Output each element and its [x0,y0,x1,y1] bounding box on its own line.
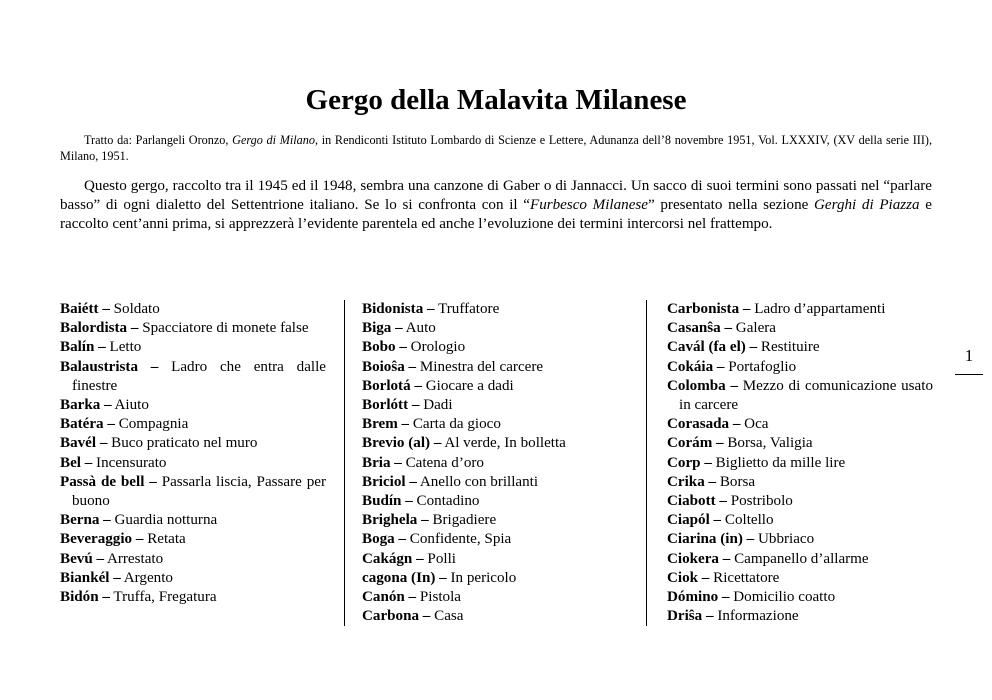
glossary-entry [60,588,326,607]
glossary-definition: Soldato [109,301,160,317]
glossary-definition: Confidente, Spia [406,531,512,548]
glossary-term: Cavál (fa el) – [667,339,758,356]
source-suffix: , in Rendiconti Istituto Lombardo di Scienze e Lettere, Adunanza dell’8 novembre 1951, Vol. LXXXIV, (XV della serie III), Milano, 1951. [60,133,933,163]
glossary-definition: Restituire [757,339,820,356]
glossary-term: Ciok – [667,569,710,586]
document-title: Gergo della Malavita Milanese [305,84,687,116]
glossary-entry [667,434,933,453]
glossary-entry [362,492,628,511]
glossary-entry [362,511,628,530]
glossary-definition: Passarla liscia, Passare per buono [72,473,326,510]
glossary-entry [362,300,628,319]
glossary-definition: Polli [423,550,456,567]
glossary-entry [362,319,628,338]
glossary-entry [60,434,326,453]
glossary-definition: Coltello [721,512,774,529]
glossary-definition: Orologio [406,339,466,356]
page-number-rule [955,374,983,375]
glossary-entry [667,358,933,377]
glossary-entry [60,454,326,473]
glossary-term: Boga – [362,531,407,548]
glossary-term: Cokáia – [667,358,725,375]
glossary-term: Bria – [362,454,402,471]
glossary-definition: Spacciatore di monete false [138,320,309,337]
intro-ref-furbesco: Furbesco Milanese [529,197,648,213]
glossary-definition: Truffatore [434,301,500,317]
glossary-term: Berna – [60,512,111,529]
glossary-entry [362,358,628,377]
glossary-term: Driŝa – [667,608,714,625]
glossary-entry [667,492,933,511]
glossary-definition: Borsa [716,473,756,490]
glossary-term: Briciol – [362,473,417,490]
glossary-term: Bavél – [60,435,108,452]
glossary-definition: Galera [732,320,777,337]
glossary-term: cagona (In) – [362,569,447,586]
glossary-entry [60,396,326,415]
glossary-definition: Oca [740,416,769,433]
glossary-definition: Mezzo di comunicazione usato in carcere [679,377,933,414]
intro-text-1: Questo gergo, raccolto tra il 1945 ed il 1948, sembra una canzone di Gaber o di Jannacci. Un sacco di suoi termini sono passati nel “parlare basso” di ogni dialetto del Settentrione italiano. Se lo si confronta con il “ [60,178,932,213]
glossary-term: Balordista – [60,320,139,337]
glossary-definition: Compagnia [114,416,189,433]
glossary-definition: Domicilio coatto [729,589,836,606]
glossary-term: Ciokera – [667,550,731,567]
glossary-definition: Brigadiere [428,512,497,529]
glossary-entry [362,377,628,396]
glossary-entry [667,550,933,569]
glossary-term: Balín – [60,339,106,356]
glossary-definition: Guardia notturna [110,512,218,529]
glossary-term: Corasada – [667,416,741,433]
glossary-term: Beveraggio – [60,531,144,548]
glossary-term: Cakágn – [362,550,424,567]
glossary-definition: Informazione [713,608,799,625]
glossary-definition: Anello con brillanti [416,473,539,490]
glossary-definition: Ladro d’appartamenti [750,301,886,317]
glossary-term: Corp – [667,454,712,471]
glossary-term: Biga – [362,320,403,337]
glossary-definition: Catena d’oro [401,454,484,471]
glossary-term: Carbona – [362,608,431,625]
glossary-term: Ciapól – [667,512,722,529]
glossary-term: Corám – [667,435,724,452]
glossary-definition: Incensurato [92,454,167,471]
intro-text-2: ” presentato nella sezione [647,197,815,213]
glossary-entry [362,434,628,453]
glossary-entry [667,607,933,626]
glossary-entry [667,588,933,607]
glossary-definition: Al verde, In bolletta [441,435,566,452]
glossary-entry [362,473,628,492]
glossary-entry [667,377,933,415]
glossary-term: Crika – [667,473,717,490]
glossary-term: Carbonista – [667,301,751,317]
glossary-column-1 [60,300,326,607]
glossary-definition: Arrestato [104,550,164,567]
glossary-entry [60,358,326,396]
glossary-entry [60,338,326,357]
glossary-term: Bidonista – [362,301,435,317]
glossary-definition: Postribolo [726,493,793,510]
glossary-term: Balaustrista – [60,358,159,375]
glossary-term: Barka – [60,397,112,414]
glossary-definition: Minestra del carcere [416,358,544,375]
glossary-entry [60,415,326,434]
glossary-entry [362,588,628,607]
glossary-term: Brem – [362,416,410,433]
glossary-entry [60,300,326,319]
source-work-title: Gergo di Milano [232,133,315,147]
source-citation [60,132,932,164]
glossary-entry [667,338,933,357]
glossary-entry [60,569,326,588]
glossary-definition: Dadi [419,397,453,414]
glossary-term: Brevio (al) – [362,435,442,452]
page-number: 1 [964,346,974,365]
glossary-term: Batéra – [60,416,115,433]
intro-text-3: e raccolto cent’anni prima, si apprezzerà l’evidente parentela ed anche l’evoluzione dei termini intercorsi nel frattempo. [60,197,932,232]
glossary-entry [362,607,628,626]
glossary-entry [667,415,933,434]
glossary-definition: Pistola [416,589,461,606]
glossary-entry [362,415,628,434]
glossary-term: Budín – [362,493,413,510]
glossary-entry [667,300,933,319]
glossary-term: Dómino – [667,589,730,606]
glossary-entry [362,454,628,473]
glossary-definition: Ubbriaco [754,531,815,548]
glossary-entry [60,473,326,511]
glossary-entry [362,550,628,569]
glossary-column-2 [362,300,628,626]
glossary-term: Borlotá – [362,377,422,394]
glossary-entry [667,319,933,338]
glossary-term: Bevú – [60,550,105,567]
glossary-definition: Ladro che entra dalle finestre [72,358,327,394]
glossary-term: Biankél – [60,569,121,586]
glossary-entry [667,473,933,492]
glossary-entry [362,530,628,549]
glossary-term: Canón – [362,589,417,606]
glossary-definition: Portafoglio [724,358,797,375]
glossary-entry [362,338,628,357]
glossary-definition: Buco praticato nel muro [107,435,258,452]
glossary-definition: In pericolo [446,569,517,586]
glossary-term: Bel – [60,454,93,471]
glossary-term: Brighela – [362,512,429,529]
glossary-definition: Borsa, Valigia [723,435,813,452]
glossary-term: Ciabott – [667,493,727,510]
glossary-term: Ciarina (in) – [667,531,755,548]
column-divider-1 [344,300,345,626]
glossary-definition: Carta da gioco [409,416,501,433]
glossary-entry [667,530,933,549]
intro-paragraph [60,177,932,234]
glossary-entry [667,569,933,588]
intro-ref-gerghi: Gerghi di Piazza [814,197,920,213]
glossary-term: Baiétt – [60,301,110,317]
glossary-entry [60,550,326,569]
glossary-definition: Retata [143,531,186,548]
glossary-entry [60,511,326,530]
glossary-term: Boioŝa – [362,358,417,375]
glossary-term: Passà de bell – [60,473,157,490]
glossary-entry [667,454,933,473]
glossary-entry [667,511,933,530]
glossary-definition: Auto [402,320,436,337]
glossary-definition: Casa [430,608,464,625]
glossary-term: Bobo – [362,339,407,356]
glossary-entry [362,569,628,588]
column-divider-2 [646,300,647,626]
glossary-entry [362,396,628,415]
glossary-definition: Letto [105,339,142,356]
glossary-entry [60,530,326,549]
source-prefix: Tratto da: Parlangeli Oronzo, [84,133,233,147]
glossary-term: Casanŝa – [667,320,733,337]
glossary-definition: Biglietto da mille lire [711,454,846,471]
glossary-definition: Contadino [412,493,480,510]
glossary-term: Borlótt – [362,397,420,414]
glossary-column-3 [667,300,933,626]
glossary-definition: Giocare a dadi [421,377,514,394]
glossary-definition: Campanello d’allarme [730,550,869,567]
glossary-term: Colomba – [667,377,738,394]
glossary-entry [60,319,326,338]
glossary-term: Bidón – [60,589,110,606]
glossary-definition: Argento [120,569,173,586]
glossary-definition: Aiuto [111,397,149,414]
glossary-definition: Ricettatore [709,569,780,586]
glossary-definition: Truffa, Fregatura [109,589,217,606]
